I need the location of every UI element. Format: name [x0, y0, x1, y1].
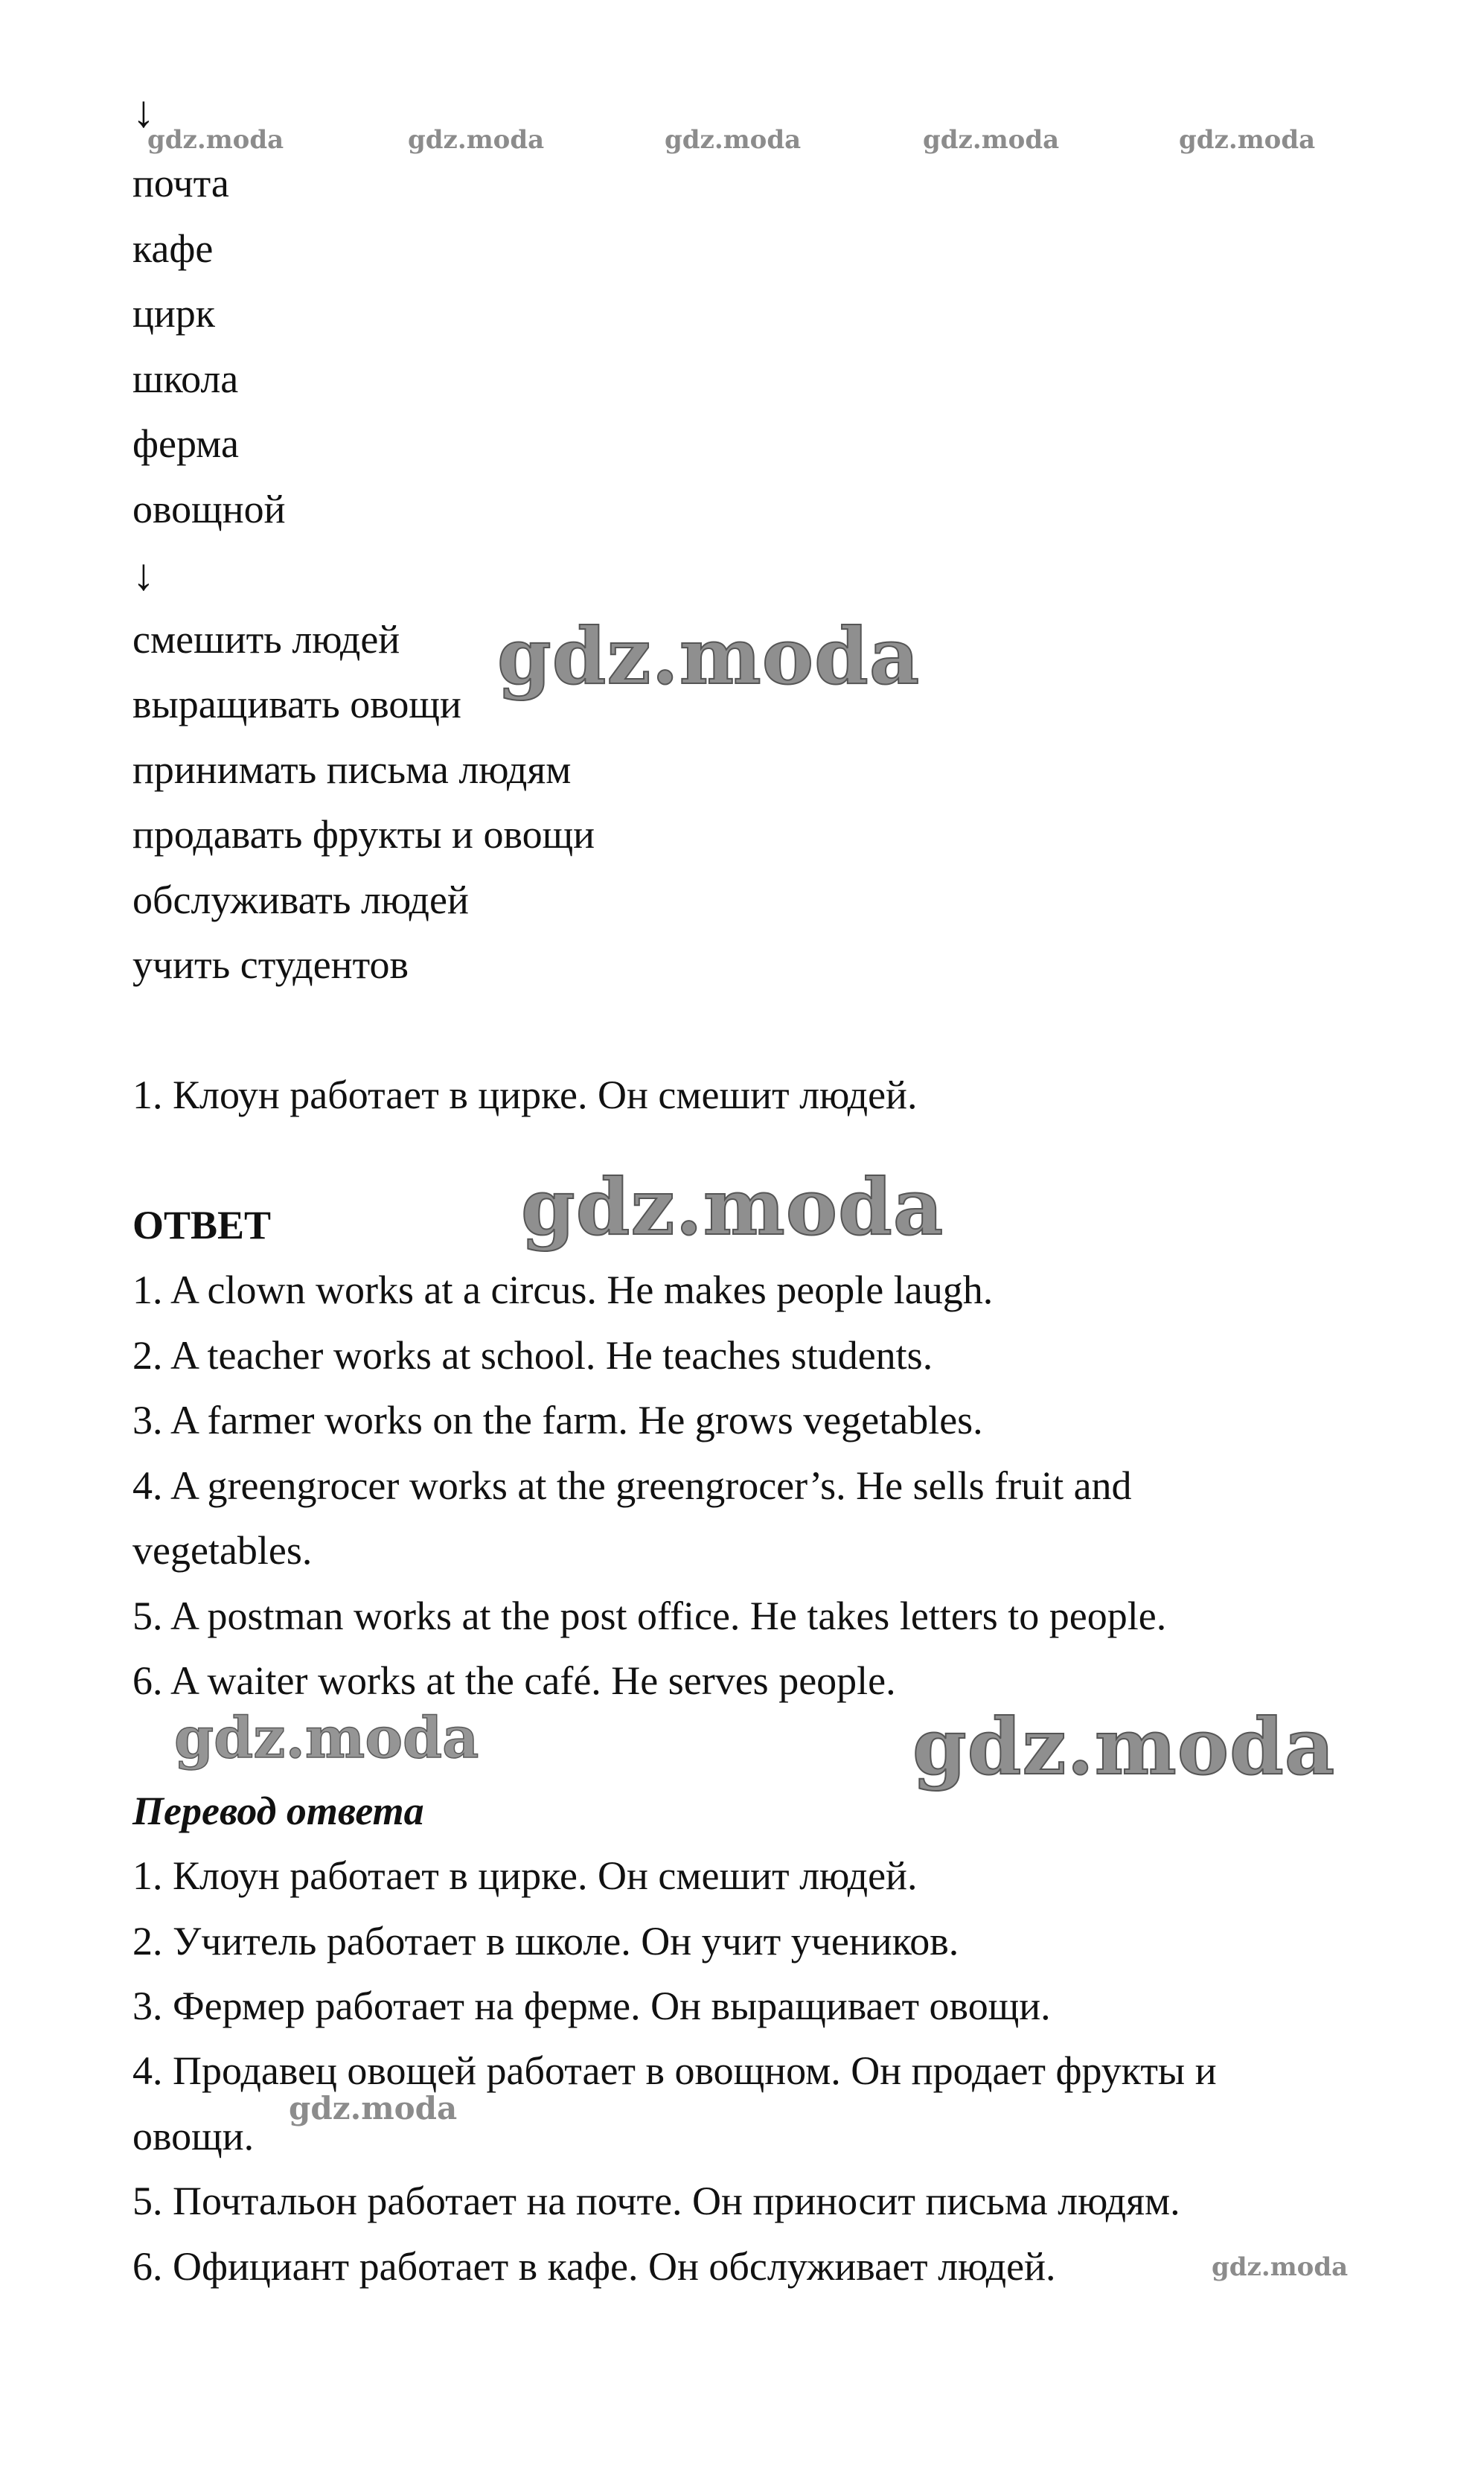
- down-arrow-icon: ↓: [132, 87, 155, 136]
- translation-line: 6. Официант работает в кафе. Он обслуживает людей.: [132, 2244, 1056, 2289]
- down-arrow-icon: ↓: [132, 550, 155, 599]
- action-item: выращивать овощи: [132, 682, 461, 726]
- place-item: школа: [132, 357, 239, 401]
- watermark: gdz.moda: [174, 1704, 479, 1771]
- translation-line: 3. Фермер работает на ферме. Он выращивает овощи.: [132, 1984, 1051, 2028]
- watermark: gdz.moda: [408, 125, 545, 155]
- translation-line: 4. Продавец овощей работает в овощном. Он продает фрукты и: [132, 2048, 1217, 2093]
- watermark: gdz.moda: [521, 1161, 944, 1253]
- place-item: ферма: [132, 421, 239, 466]
- action-item: смешить людей: [132, 617, 400, 662]
- watermark: gdz.moda: [912, 1701, 1336, 1792]
- translation-line: овощи.: [132, 2114, 255, 2159]
- watermark: gdz.moda: [289, 2090, 458, 2126]
- watermark: gdz.moda: [1179, 125, 1316, 155]
- watermark: gdz.moda: [1212, 2252, 1349, 2282]
- example-sentence: 1. Клоун работает в цирке. Он смешит людей.: [132, 1073, 918, 1117]
- action-item: учить студентов: [132, 942, 409, 987]
- translation-heading: Перевод ответа: [132, 1789, 424, 1833]
- place-item: почта: [132, 161, 229, 205]
- place-item: цирк: [132, 291, 216, 336]
- answer-line: vegetables.: [132, 1528, 313, 1573]
- action-item: обслуживать людей: [132, 878, 469, 922]
- watermark: gdz.moda: [147, 125, 284, 155]
- translation-line: 5. Почтальон работает на почте. Он приносит письма людям.: [132, 2179, 1180, 2223]
- answer-heading: ОТВЕТ: [132, 1203, 272, 1247]
- place-item: овощной: [132, 487, 286, 531]
- answer-line: 3. A farmer works on the farm. He grows vegetables.: [132, 1398, 983, 1442]
- action-item: продавать фрукты и овощи: [132, 812, 595, 857]
- translation-line: 1. Клоун работает в цирке. Он смешит людей.: [132, 1853, 918, 1898]
- answer-line: 2. A teacher works at school. He teaches students.: [132, 1333, 933, 1378]
- answer-line: 4. A greengrocer works at the greengrocer’s. He sells fruit and: [132, 1463, 1132, 1508]
- watermark: gdz.moda: [665, 125, 802, 155]
- answer-line: 5. A postman works at the post office. He takes letters to people.: [132, 1594, 1167, 1638]
- answer-line: 6. A waiter works at the café. He serves people.: [132, 1658, 896, 1703]
- watermark: gdz.moda: [923, 125, 1060, 155]
- translation-line: 2. Учитель работает в школе. Он учит учеников.: [132, 1919, 959, 1963]
- action-item: принимать письма людям: [132, 747, 572, 792]
- answer-line: 1. A clown works at a circus. He makes people laugh.: [132, 1268, 994, 1312]
- watermark: gdz.moda: [497, 610, 921, 702]
- place-item: кафе: [132, 226, 214, 271]
